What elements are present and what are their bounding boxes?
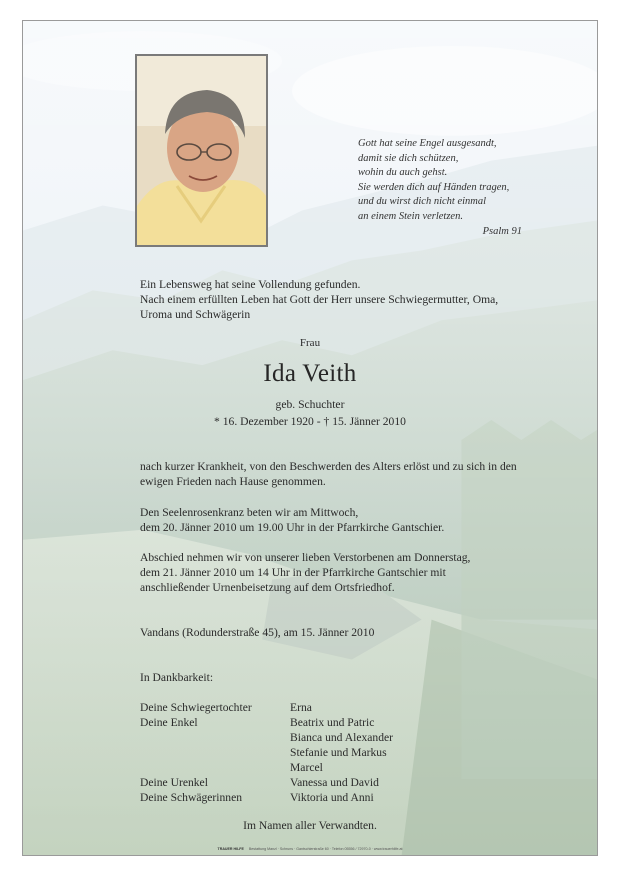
paragraph-line: dem 20. Jänner 2010 um 19.00 Uhr in der Pfarrkirche Gantschier.: [140, 521, 445, 534]
rosary-text: [140, 505, 580, 535]
death-text: [140, 459, 580, 489]
verse-line: Sie werden dich auf Händen tragen,: [358, 181, 510, 193]
verse-source: Psalm 91: [482, 225, 522, 237]
maiden-name: geb. Schuchter: [275, 398, 345, 411]
mourner-relation: Deine Schwiegertochter: [140, 701, 252, 714]
mourner-row: [140, 790, 374, 805]
intro-line: Nach einem erfüllten Leben hat Gott der Herr unsere Schwiegermutter, Oma,: [140, 293, 499, 306]
mourner-row: [140, 760, 323, 775]
mourner-names: Stefanie und Markus: [290, 746, 387, 759]
portrait-photo: [135, 54, 268, 247]
place-date-line: Vandans (Rodunderstraße 45), am 15. Jänner 2010: [140, 626, 375, 639]
intro-line: Ein Lebensweg hat seine Vollendung gefunden.: [140, 278, 361, 291]
closing-line: Im Namen aller Verwandten.: [243, 819, 377, 832]
mourner-row: [140, 700, 312, 715]
verse-line: und du wirst dich nicht einmal: [358, 196, 487, 208]
obituary-card: [22, 20, 598, 856]
mourner-row: [140, 745, 387, 760]
intro-text: [140, 277, 580, 322]
funeral-home-footer: [23, 847, 597, 851]
paragraph-line: ewigen Frieden nach Hause genommen.: [140, 475, 326, 488]
mourners-heading: [140, 670, 580, 685]
verse-line: Gott hat seine Engel ausgesandt,: [358, 138, 497, 149]
mourner-names: Beatrix und Patric: [290, 716, 375, 729]
mourner-row: [140, 715, 374, 730]
mourner-relation: Deine Schwägerinnen: [140, 791, 243, 804]
verse-line: damit sie dich schützen,: [358, 152, 459, 164]
place-date: [140, 625, 580, 640]
paragraph-line: nach kurzer Krankheit, von den Beschwerden des Alters erlöst und zu sich in den: [140, 460, 517, 473]
mourner-names: Marcel: [290, 761, 323, 774]
mourner-relation: Deine Enkel: [140, 716, 198, 729]
mourner-names: Bianca und Alexander: [290, 731, 394, 744]
mourner-row: [140, 730, 393, 745]
mourners-heading-text: In Dankbarkeit:: [140, 671, 214, 684]
life-dates: * 16. Dezember 1920 - † 15. Jänner 2010: [214, 415, 406, 428]
verse-line: wohin du auch gehst.: [358, 167, 448, 179]
mourner-names: Vanessa und David: [290, 776, 379, 789]
intro-line: Uroma und Schwägerin: [140, 308, 251, 321]
mourner-row: [140, 775, 379, 790]
mourner-relation: Deine Urenkel: [140, 776, 208, 789]
funeral-home-details: Bestattung Manzl · Schruns · Gantschierstraße 60 · Telefon 05556 / 72970-0 · www.trauerhilfe.at: [248, 847, 403, 851]
mourner-names: Erna: [290, 701, 312, 714]
salutation: Frau: [299, 337, 321, 349]
mourner-names: Viktoria und Anni: [290, 791, 374, 804]
bible-verse: [358, 137, 558, 239]
farewell-text: [140, 550, 580, 595]
paragraph-line: dem 21. Jänner 2010 um 14 Uhr in der Pfarrkirche Gantschier mit: [140, 566, 446, 579]
paragraph-line: Abschied nehmen wir von unserer lieben Verstorbenen am Donnerstag,: [140, 551, 471, 564]
verse-line: an einem Stein verletzen.: [358, 210, 463, 222]
paragraph-line: Den Seelenrosenkranz beten wir am Mittwoch,: [140, 506, 359, 519]
deceased-name: Ida Veith: [263, 360, 357, 387]
funeral-home-brand: TRAUER HILFE: [217, 847, 244, 851]
paragraph-line: anschließender Urnenbeisetzung auf dem Ortsfriedhof.: [140, 581, 395, 594]
